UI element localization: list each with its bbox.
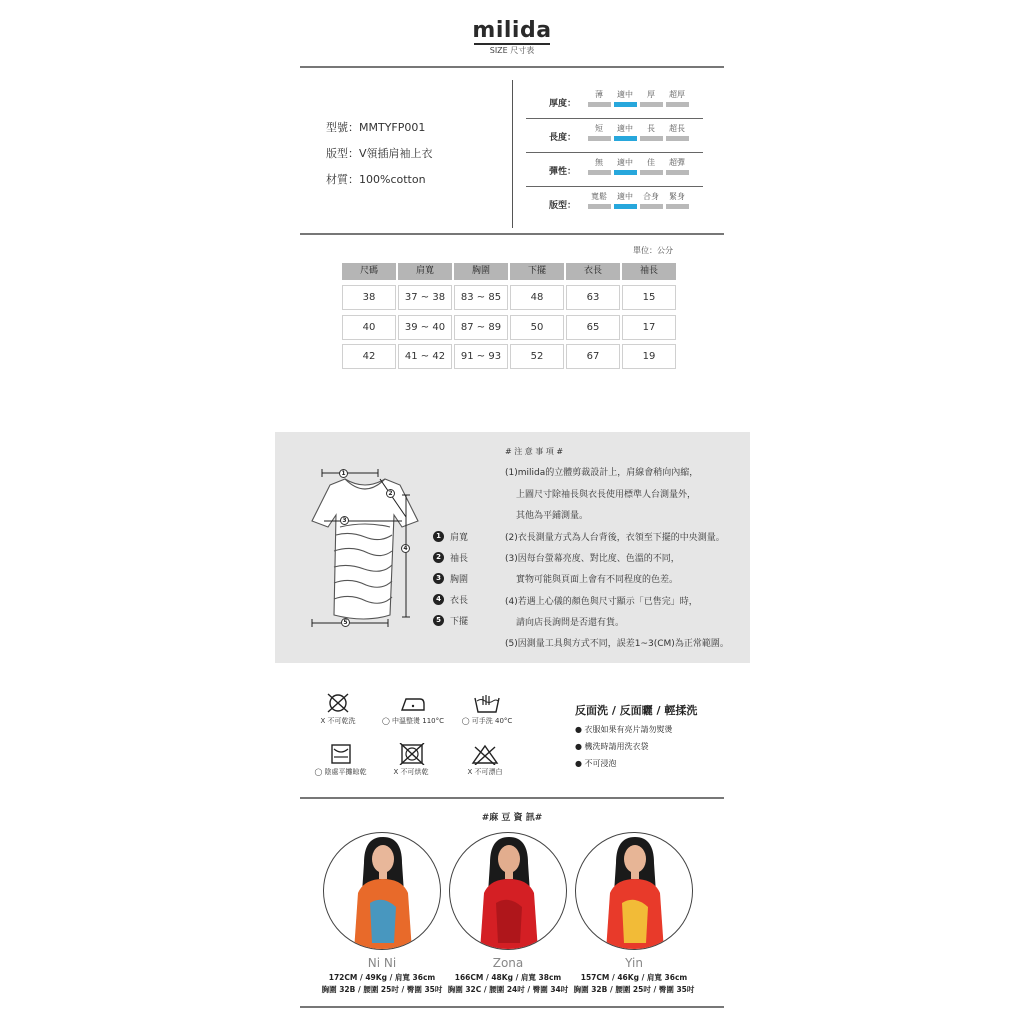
attribute-label: 長度：	[548, 133, 576, 143]
legend-number: 2	[433, 552, 444, 563]
note-line: (4)若遇上心儀的顏色與尺寸顯示「已售完」時，	[505, 597, 698, 607]
table-cell: 41 ~ 42	[398, 344, 452, 369]
attribute-bar	[588, 102, 611, 107]
attribute-bar	[640, 170, 663, 175]
note-line: 上圖尺寸除袖長與衣長使用標準人台測量外，	[516, 490, 697, 500]
table-cell: 17	[622, 315, 676, 340]
note-line: (3)因每台螢幕亮度、對比度、色溫的不同，	[505, 554, 680, 564]
cut-type-label: 版型：	[326, 147, 359, 160]
no-bleach-icon	[470, 743, 500, 765]
model-name: Ni Ni	[367, 956, 397, 970]
attribute-bar	[640, 136, 663, 141]
table-cell: 42	[342, 344, 396, 369]
model-name: Yin	[625, 956, 643, 970]
table-cell: 91 ~ 93	[454, 344, 508, 369]
attribute-bar	[588, 204, 611, 209]
legend-number: 3	[433, 573, 444, 584]
attribute-separator	[526, 118, 703, 119]
legend-label: 胸圍	[450, 575, 469, 585]
attribute-bar	[588, 170, 611, 175]
model-measurements: 166CM / 48Kg / 肩寬 38cm	[454, 973, 562, 982]
legend-number: 5	[433, 615, 444, 626]
care-label: ◯ 陰處平攤晾乾	[314, 768, 367, 776]
attribute-bar	[588, 136, 611, 141]
attribute-bar	[640, 102, 663, 107]
cut-type-value: V領插肩袖上衣	[359, 147, 433, 160]
diagram-marker: 2	[386, 489, 395, 498]
note-line: (5)因測量工具與方式不同，誤差1~3(CM)為正常範圍。	[505, 639, 729, 649]
model-measurements: 胸圍 32B / 腰圍 25吋 / 臀圍 35吋	[321, 985, 443, 994]
cut-type	[326, 145, 433, 161]
attribute-option: 佳	[647, 158, 655, 167]
diagram-marker: 1	[339, 469, 348, 478]
attribute-option: 寬鬆	[591, 192, 607, 201]
attribute-bar	[666, 170, 689, 175]
attribute-bar-selected	[614, 204, 637, 209]
table-cell: 39 ~ 40	[398, 315, 452, 340]
attribute-option: 超彈	[669, 158, 685, 167]
table-cell: 83 ~ 85	[454, 285, 508, 310]
attribute-option: 長	[647, 124, 655, 133]
table-cell: 87 ~ 89	[454, 315, 508, 340]
care-label: ◯ 可手洗 40°C	[461, 717, 513, 725]
divider	[300, 1006, 724, 1008]
care-tip: ● 不可浸泡	[575, 759, 617, 768]
table-header: 肩寬	[398, 263, 452, 280]
iron-icon	[398, 692, 428, 714]
attribute-option: 超厚	[669, 90, 685, 99]
garment-diagram	[290, 465, 440, 635]
attribute-bar	[640, 204, 663, 209]
attribute-option: 無	[595, 158, 603, 167]
care-label: X 不可烘乾	[393, 768, 429, 776]
care-label: ◯ 中溫整燙 110°C	[381, 717, 445, 725]
model-measurements: 胸圍 32C / 腰圍 24吋 / 臀圍 34吋	[447, 985, 569, 994]
no-dry-clean-icon	[323, 692, 353, 714]
models-title: #麻 豆 資 訊#	[481, 813, 543, 823]
size-chart-subtitle: SIZE 尺寸表	[489, 46, 535, 55]
table-cell: 67	[566, 344, 620, 369]
model-photo	[323, 832, 441, 950]
material	[326, 171, 426, 187]
attribute-bar	[666, 136, 689, 141]
note-line: 請向店長詢問是否還有貨。	[516, 618, 625, 628]
attribute-label: 彈性：	[548, 167, 576, 177]
attribute-separator	[526, 152, 703, 153]
legend-label: 袖長	[450, 554, 469, 564]
legend-label: 肩寬	[450, 533, 469, 543]
table-header: 衣長	[566, 263, 620, 280]
care-tip: ● 機洗時請用洗衣袋	[575, 742, 649, 751]
line-dry-icon	[326, 743, 356, 765]
unit-label: 單位：公分	[633, 246, 673, 255]
attribute-bar-selected	[614, 136, 637, 141]
table-cell: 65	[566, 315, 620, 340]
table-cell: 15	[622, 285, 676, 310]
diagram-marker: 4	[401, 544, 410, 553]
table-cell: 52	[510, 344, 564, 369]
note-line: 實物可能與頁面上會有不同程度的色差。	[516, 575, 679, 585]
care-label: X 不可漂白	[467, 768, 503, 776]
attribute-bar	[666, 204, 689, 209]
divider	[300, 66, 724, 68]
model-measurements: 157CM / 46Kg / 肩寬 36cm	[580, 973, 688, 982]
table-header: 尺碼	[342, 263, 396, 280]
table-cell: 40	[342, 315, 396, 340]
attribute-option: 薄	[595, 90, 603, 99]
attribute-option: 超長	[669, 124, 685, 133]
attribute-label: 厚度：	[548, 99, 576, 109]
attribute-option: 合身	[643, 192, 659, 201]
model-name: Zona	[492, 956, 524, 970]
attribute-option: 適中	[617, 124, 633, 133]
table-header: 袖長	[622, 263, 676, 280]
material-value: 100%cotton	[359, 173, 426, 186]
care-title: 反面洗 / 反面曬 / 輕揉洗	[575, 704, 698, 717]
model-number-value: MMTYFP001	[359, 121, 426, 134]
divider	[300, 233, 724, 235]
table-header: 胸圍	[454, 263, 508, 280]
no-tumble-dry-icon	[397, 743, 427, 765]
table-header: 下擺	[510, 263, 564, 280]
attribute-bar	[666, 102, 689, 107]
brand-logo: milida	[472, 18, 552, 43]
attribute-bar-selected	[614, 102, 637, 107]
table-cell: 38	[342, 285, 396, 310]
table-cell: 37 ~ 38	[398, 285, 452, 310]
notes-title: # 注 意 事 項 #	[505, 447, 564, 456]
table-cell: 50	[510, 315, 564, 340]
attribute-option: 短	[595, 124, 603, 133]
attribute-separator	[526, 186, 703, 187]
attribute-option: 適中	[617, 90, 633, 99]
care-label: X 不可乾洗	[320, 717, 356, 725]
attribute-option: 適中	[617, 158, 633, 167]
table-cell: 48	[510, 285, 564, 310]
legend-label: 衣長	[450, 596, 469, 606]
diagram-marker: 3	[340, 516, 349, 525]
legend-label: 下擺	[450, 617, 469, 627]
model-number-label: 型號：	[326, 121, 359, 134]
model-measurements: 胸圍 32B / 腰圍 25吋 / 臀圍 35吋	[573, 985, 695, 994]
attribute-option: 適中	[617, 192, 633, 201]
model-number	[326, 119, 425, 135]
note-line: 其他為平鋪測量。	[516, 511, 589, 521]
model-photo	[575, 832, 693, 950]
divider	[300, 797, 724, 799]
model-measurements: 172CM / 49Kg / 肩寬 36cm	[328, 973, 436, 982]
note-line: (1)milida的立體剪裁設計上，肩線會稍向內縮，	[505, 468, 699, 478]
attribute-label: 版型：	[548, 201, 576, 211]
note-line: (2)衣長測量方式為人台背後，衣領至下擺的中央測量。	[505, 533, 725, 543]
legend-number: 1	[433, 531, 444, 542]
attribute-option: 厚	[647, 90, 655, 99]
material-label: 材質：	[326, 173, 359, 186]
info-vertical-divider	[512, 80, 513, 228]
table-cell: 63	[566, 285, 620, 310]
table-cell: 19	[622, 344, 676, 369]
model-photo	[449, 832, 567, 950]
care-tip: ● 衣服如果有亮片請勿熨燙	[575, 725, 673, 734]
attribute-bar-selected	[614, 170, 637, 175]
attribute-option: 緊身	[669, 192, 685, 201]
hand-wash-icon	[472, 692, 502, 714]
legend-number: 4	[433, 594, 444, 605]
diagram-marker: 5	[341, 618, 350, 627]
